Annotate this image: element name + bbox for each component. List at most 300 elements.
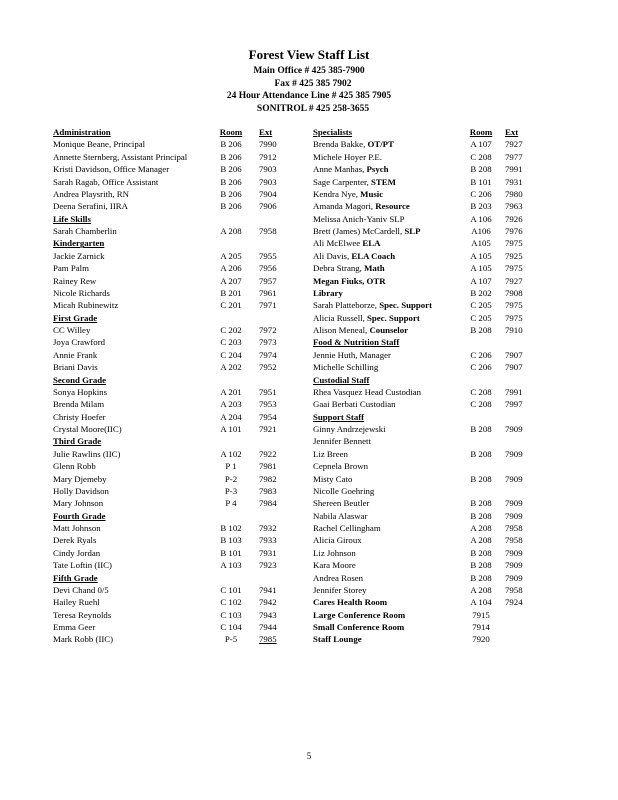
staff-row: [53, 287, 293, 299]
room-number: C 205: [470, 300, 492, 311]
phone-extension: 7931: [505, 176, 523, 187]
staff-name: Nicolle Goehring: [313, 485, 375, 496]
section-heading: [53, 374, 293, 386]
staff-name: Staff Lounge: [313, 634, 362, 645]
staff-row: [313, 299, 543, 311]
room-number: A 106: [470, 213, 492, 224]
phone-extension: 7958: [505, 523, 523, 533]
room-number: C 202: [220, 325, 242, 335]
room-number: A 105: [470, 263, 492, 274]
staff-name: Kendra Nye, Music: [313, 188, 384, 199]
phone-extension: 7931: [259, 547, 277, 558]
phone-extension: 7953: [259, 399, 277, 410]
staff-name: Ali Davis, ELA Coach: [313, 250, 396, 261]
staff-name: Brenda Milam: [53, 399, 105, 410]
room-number: B 206: [220, 176, 242, 187]
room-number: A 203: [220, 399, 242, 410]
room-number: B 208: [470, 510, 492, 521]
phone-extension: 7958: [259, 226, 277, 236]
staff-row: [53, 336, 293, 348]
phone-extension: 7975: [505, 263, 523, 274]
staff-name: Mary Johnson: [53, 498, 104, 509]
section-heading: [53, 126, 293, 138]
room-number: B 208: [470, 560, 492, 571]
section-heading: [313, 411, 543, 423]
room-header: Room: [469, 127, 493, 137]
phone-extension: 7961: [259, 287, 277, 298]
page-title: Forest View Staff List: [248, 47, 370, 62]
phone-extension: 7958: [505, 584, 523, 595]
staff-role: ELA Coach: [351, 250, 396, 261]
staff-name: Michele Hoyer P.E.: [313, 151, 382, 162]
phone-extension: 7904: [259, 188, 277, 199]
staff-name: Rainey Rew: [53, 275, 97, 286]
staff-name: Library: [313, 287, 343, 298]
section-title: Kindergarten: [53, 238, 105, 249]
section-heading: [313, 126, 543, 138]
staff-name: Large Conference Room: [313, 609, 406, 620]
staff-role: OT/PT: [367, 139, 394, 150]
room-number: C 208: [470, 399, 492, 410]
staff-role: ELA: [362, 238, 381, 249]
room-number: P 1: [225, 461, 237, 472]
phone-extension: 7943: [259, 609, 277, 620]
staff-name: Nicole Richards: [53, 287, 110, 298]
staff-name: Sarah Ragab, Office Assistant: [53, 176, 159, 187]
room-number: B 103: [220, 535, 242, 546]
staff-row: [53, 609, 293, 621]
staff-row: [53, 398, 293, 410]
staff-row: [53, 460, 293, 472]
staff-name: Alicia Russell, Spec. Support: [313, 312, 420, 323]
page-number: 5: [306, 751, 312, 761]
phone-extension: 7909: [505, 547, 523, 558]
room-number: C 101: [220, 584, 242, 595]
staff-role: Spec. Support: [367, 312, 420, 323]
staff-row: [313, 510, 543, 522]
room-number: C 203: [220, 337, 242, 348]
staff-row: [313, 386, 543, 398]
staff-row: [53, 485, 293, 497]
staff-row: [313, 312, 543, 324]
staff-row: [313, 559, 543, 571]
staff-row: [313, 435, 543, 447]
staff-role: Spec. Support: [379, 300, 432, 311]
phone-extension: 7921: [259, 424, 277, 434]
staff-row: [313, 275, 543, 287]
staff-row: [53, 522, 293, 534]
room-number: C 201: [220, 300, 242, 311]
room-number: B 206: [220, 139, 242, 150]
staff-name: Alison Meneal, Counselor: [313, 325, 409, 335]
room-number: A 206: [220, 263, 242, 274]
staff-name: Rhea Vasquez Head Custodian: [313, 386, 422, 397]
staff-name: Brett (James) McCardell, SLP: [313, 226, 421, 236]
staff-name: Cepnela Brown: [313, 461, 368, 472]
staff-name: Brenda Bakke, OT/PT: [313, 139, 394, 150]
phone-extension: 7903: [259, 164, 277, 175]
staff-row: [53, 411, 293, 423]
staff-name: Ginny Andrzejewski: [313, 424, 386, 434]
staff-row: [53, 299, 293, 311]
phone-extension: 7944: [259, 622, 277, 632]
staff-name: Glenn Robb: [53, 461, 96, 472]
phone-extension: 7922: [259, 448, 277, 459]
section-heading: [53, 572, 293, 584]
phone-extension: 7983: [259, 485, 277, 496]
phone-extension: 7985: [259, 634, 277, 645]
staff-row: [53, 584, 293, 596]
room-number: C 102: [220, 597, 242, 608]
phone-extension: 7907: [505, 349, 523, 360]
left-staff-column: [53, 126, 293, 646]
staff-name: Julie Rawlins (IIC): [53, 448, 121, 459]
phone-extension: 7912: [259, 151, 277, 162]
phone-extension: 7907: [505, 362, 523, 373]
room-number: B 208: [470, 164, 492, 175]
section-heading: [53, 213, 293, 225]
staff-row: [53, 163, 293, 175]
staff-name: Joya Crawford: [53, 337, 106, 348]
room-number: 7914: [472, 622, 490, 632]
staff-row: [53, 448, 293, 460]
ext-header: Ext: [259, 127, 273, 137]
staff-name: Devi Chand 0/5: [53, 584, 109, 595]
room-number: A 103: [220, 560, 242, 571]
staff-row: [313, 473, 543, 485]
staff-row: [313, 497, 543, 509]
staff-row: [313, 287, 543, 299]
staff-name: Cares Health Room: [313, 597, 388, 608]
staff-row: [313, 398, 543, 410]
phone-extension: 7903: [259, 176, 277, 187]
section-title: Life Skills: [53, 213, 91, 224]
staff-name: Melissa Anich-Yaniv SLP: [313, 213, 405, 224]
room-number: A 107: [470, 275, 492, 286]
staff-name: Sonya Hopkins: [53, 386, 108, 397]
phone-extension: 7925: [505, 250, 523, 261]
room-number: A 104: [470, 597, 492, 608]
room-header: Room: [219, 127, 243, 137]
room-number: B 208: [470, 473, 492, 484]
room-number: C 208: [470, 151, 492, 162]
staff-name: Christy Hoefer: [53, 411, 106, 422]
section-heading: [313, 336, 543, 348]
staff-name: Annette Sternberg, Assistant Principal: [53, 151, 188, 162]
room-number: C 205: [470, 312, 492, 323]
staff-row: [313, 324, 543, 336]
staff-row: [53, 349, 293, 361]
phone-extension: 7909: [505, 473, 523, 484]
staff-row: [313, 609, 543, 621]
room-number: A 207: [220, 275, 242, 286]
staff-name: Cindy Jordan: [53, 547, 101, 558]
phone-extension: 7980: [505, 188, 523, 199]
room-number: A 208: [470, 535, 492, 546]
room-number: B 101: [470, 176, 492, 187]
staff-row: [313, 460, 543, 472]
staff-row: [313, 621, 543, 633]
phone-extension: 7977: [505, 151, 523, 162]
room-number: B 201: [220, 287, 242, 298]
section-heading: [53, 435, 293, 447]
staff-name: Misty Cato: [313, 473, 353, 484]
staff-row: [53, 225, 293, 237]
staff-row: [53, 559, 293, 571]
staff-row: [53, 324, 293, 336]
phone-extension: 7909: [505, 560, 523, 571]
room-number: B 208: [470, 448, 492, 459]
staff-role: Math: [364, 263, 385, 274]
section-heading: [313, 374, 543, 386]
staff-name: Ali McElwee ELA: [313, 238, 381, 249]
staff-row: [53, 547, 293, 559]
room-number: B 102: [220, 523, 242, 533]
staff-row: [313, 361, 543, 373]
staff-row: [53, 497, 293, 509]
main-office-phone: Main Office # 425 385-7900: [253, 66, 365, 76]
staff-row: [53, 275, 293, 287]
staff-role: Psych: [366, 164, 389, 175]
staff-name: Jennifer Bennett: [313, 436, 371, 447]
room-number: A105: [471, 238, 491, 249]
room-number: P-3: [224, 485, 238, 496]
room-number: A 208: [220, 226, 242, 236]
room-number: B 206: [220, 151, 242, 162]
staff-name: Rachel Cellingham: [313, 523, 381, 533]
room-number: B 202: [470, 287, 492, 298]
staff-name: Kristi Davidson, Office Manager: [53, 164, 170, 175]
staff-row: [53, 633, 293, 645]
staff-row: [313, 138, 543, 150]
staff-name: Kara Moore: [313, 560, 356, 571]
room-number: B 206: [220, 201, 242, 212]
phone-extension: 7963: [505, 201, 523, 212]
room-number: B 101: [220, 547, 242, 558]
staff-name: Jackie Zarnick: [53, 250, 105, 261]
staff-name: Michelle Schilling: [313, 362, 379, 373]
staff-row: [313, 225, 543, 237]
phone-extension: 7932: [259, 523, 277, 533]
staff-name: Andrea Playsrith, RN: [53, 188, 129, 199]
section-title: Second Grade: [53, 374, 107, 385]
room-number: B 208: [470, 572, 492, 583]
staff-row: [313, 596, 543, 608]
staff-row: [53, 138, 293, 150]
staff-name: Emma Geer: [53, 622, 96, 632]
phone-extension: 7974: [259, 349, 277, 360]
phone-extension: 7909: [505, 498, 523, 509]
sonitrol-number: SONITROL # 425 258-3655: [256, 104, 370, 114]
right-staff-column: [313, 126, 543, 646]
staff-name: Hailey Ruehl: [53, 597, 100, 608]
phone-extension: 7951: [259, 386, 277, 397]
section-title: Administration: [53, 127, 111, 137]
staff-name: Teresa Reynolds: [53, 609, 112, 620]
phone-extension: 7973: [259, 337, 277, 348]
phone-extension: 7910: [505, 325, 523, 335]
phone-extension: 7941: [259, 584, 277, 595]
phone-extension: 7926: [505, 213, 523, 224]
staff-role: Music: [360, 188, 384, 199]
room-number: A 107: [470, 139, 492, 150]
room-number: 7915: [472, 609, 490, 620]
staff-name: Liz Johnson: [313, 547, 356, 558]
staff-name: Matt Johnson: [53, 523, 101, 533]
staff-name: CC Willey: [53, 325, 91, 335]
room-number: A 105: [470, 250, 492, 261]
phone-extension: 7990: [259, 139, 277, 150]
staff-row: [53, 151, 293, 163]
room-number: A 204: [220, 411, 242, 422]
staff-name: Monique Beane, Principal: [53, 139, 146, 150]
room-number: P-5: [224, 634, 238, 645]
section-heading: [53, 510, 293, 522]
staff-row: [313, 584, 543, 596]
phone-extension: 7924: [505, 597, 523, 608]
staff-row: [53, 188, 293, 200]
staff-row: [313, 262, 543, 274]
phone-extension: 7984: [259, 498, 277, 509]
phone-extension: 7954: [259, 411, 277, 422]
staff-name: Pam Palm: [53, 263, 89, 274]
ext-header: Ext: [505, 127, 519, 137]
section-title: First Grade: [53, 312, 98, 323]
staff-row: [313, 423, 543, 435]
room-number: C 103: [220, 609, 242, 620]
phone-extension: 7909: [505, 510, 523, 521]
staff-row: [313, 151, 543, 163]
staff-name: Alicia Giroux: [313, 535, 362, 546]
staff-row: [313, 237, 543, 249]
section-title: Fifth Grade: [53, 572, 98, 583]
phone-extension: 7908: [505, 287, 523, 298]
phone-extension: 7955: [259, 250, 277, 261]
staff-row: [313, 448, 543, 460]
staff-role: Resource: [375, 201, 410, 212]
room-number: P-2: [224, 473, 238, 484]
staff-role: STEM: [371, 176, 396, 187]
staff-name: Debra Strang, Math: [313, 263, 385, 274]
section-title: Specialists: [313, 127, 353, 137]
staff-name: Jennie Huth, Manager: [313, 349, 391, 360]
staff-name: Annie Frank: [53, 349, 98, 360]
room-number: B 208: [470, 547, 492, 558]
room-number: A 101: [220, 424, 242, 434]
phone-extension: 7952: [259, 362, 277, 373]
room-number: B 206: [220, 164, 242, 175]
section-heading: [53, 237, 293, 249]
staff-row: [313, 163, 543, 175]
section-title: Support Staff: [313, 411, 365, 422]
staff-row: [313, 547, 543, 559]
section-title: Food & Nutrition Staff: [313, 337, 400, 348]
room-number: C 206: [470, 349, 492, 360]
phone-extension: 7981: [259, 461, 277, 472]
phone-extension: 7942: [259, 597, 277, 608]
attendance-line: 24 Hour Attendance Line # 425 385 7905: [226, 91, 392, 101]
staff-name: Liz Breen: [313, 448, 348, 459]
staff-row: [313, 250, 543, 262]
phone-extension: 7957: [259, 275, 277, 286]
room-number: B 203: [470, 201, 492, 212]
staff-row: [313, 188, 543, 200]
staff-name: Megan Fiuks, OTR: [313, 275, 386, 286]
section-heading: [53, 312, 293, 324]
room-number: C 206: [470, 188, 492, 199]
room-number: C 204: [220, 349, 242, 360]
phone-extension: 7976: [505, 226, 523, 236]
room-number: P 4: [225, 498, 237, 509]
room-number: C 206: [470, 362, 492, 373]
phone-extension: 7956: [259, 263, 277, 274]
phone-extension: 7909: [505, 448, 523, 459]
staff-name: Sarah Chamberlin: [53, 226, 117, 236]
staff-row: [313, 349, 543, 361]
staff-name: Holly Davidson: [53, 485, 109, 496]
staff-name: Gaai Berbati Custodian: [313, 399, 396, 410]
staff-row: [313, 522, 543, 534]
phone-extension: 7975: [505, 312, 523, 323]
phone-extension: 7975: [505, 300, 523, 311]
staff-row: [53, 250, 293, 262]
staff-row: [53, 262, 293, 274]
room-number: A 208: [470, 584, 492, 595]
room-number: A106: [471, 226, 491, 236]
staff-row: [53, 386, 293, 398]
staff-name: Sage Carpenter, STEM: [313, 176, 396, 187]
staff-name: Deena Serafini, IIRA: [53, 201, 128, 212]
staff-row: [313, 176, 543, 188]
room-number: A 208: [470, 523, 492, 533]
staff-row: [313, 485, 543, 497]
staff-name: Mark Robb (IIC): [53, 634, 114, 645]
phone-extension: 7991: [505, 386, 523, 397]
staff-row: [313, 633, 543, 645]
staff-name: Crystal Moore(IIC): [53, 424, 122, 434]
phone-extension: 7997: [505, 399, 523, 410]
room-number: A 102: [220, 448, 242, 459]
room-number: C 104: [220, 622, 242, 632]
staff-row: [53, 176, 293, 188]
room-number: A 202: [220, 362, 242, 373]
staff-name: Shereen Beutler: [313, 498, 370, 509]
fax-number: Fax # 425 385 7902: [274, 79, 352, 89]
room-number: A 201: [220, 386, 242, 397]
section-title: Fourth Grade: [53, 510, 106, 521]
phone-extension: 7991: [505, 164, 523, 175]
room-number: A 205: [220, 250, 242, 261]
staff-name: Derek Ryals: [53, 535, 97, 546]
staff-name: Mary Djemeby: [53, 473, 107, 484]
phone-extension: 7958: [505, 535, 523, 546]
phone-extension: 7909: [505, 572, 523, 583]
phone-extension: 7927: [505, 275, 523, 286]
staff-name: Sarah Platteborze, Spec. Support: [313, 300, 432, 311]
staff-row: [313, 572, 543, 584]
phone-extension: 7906: [259, 201, 277, 212]
staff-name: Micah Rubinewitz: [53, 300, 119, 311]
staff-row: [53, 534, 293, 546]
staff-row: [53, 200, 293, 212]
staff-name: Jennifer Storey: [313, 584, 367, 595]
room-number: 7920: [472, 634, 490, 645]
phone-extension: 7982: [259, 473, 277, 484]
staff-name: Nabila Alaswar: [313, 510, 368, 521]
staff-row: [53, 621, 293, 633]
staff-role: SLP: [404, 226, 421, 236]
staff-row: [313, 213, 543, 225]
